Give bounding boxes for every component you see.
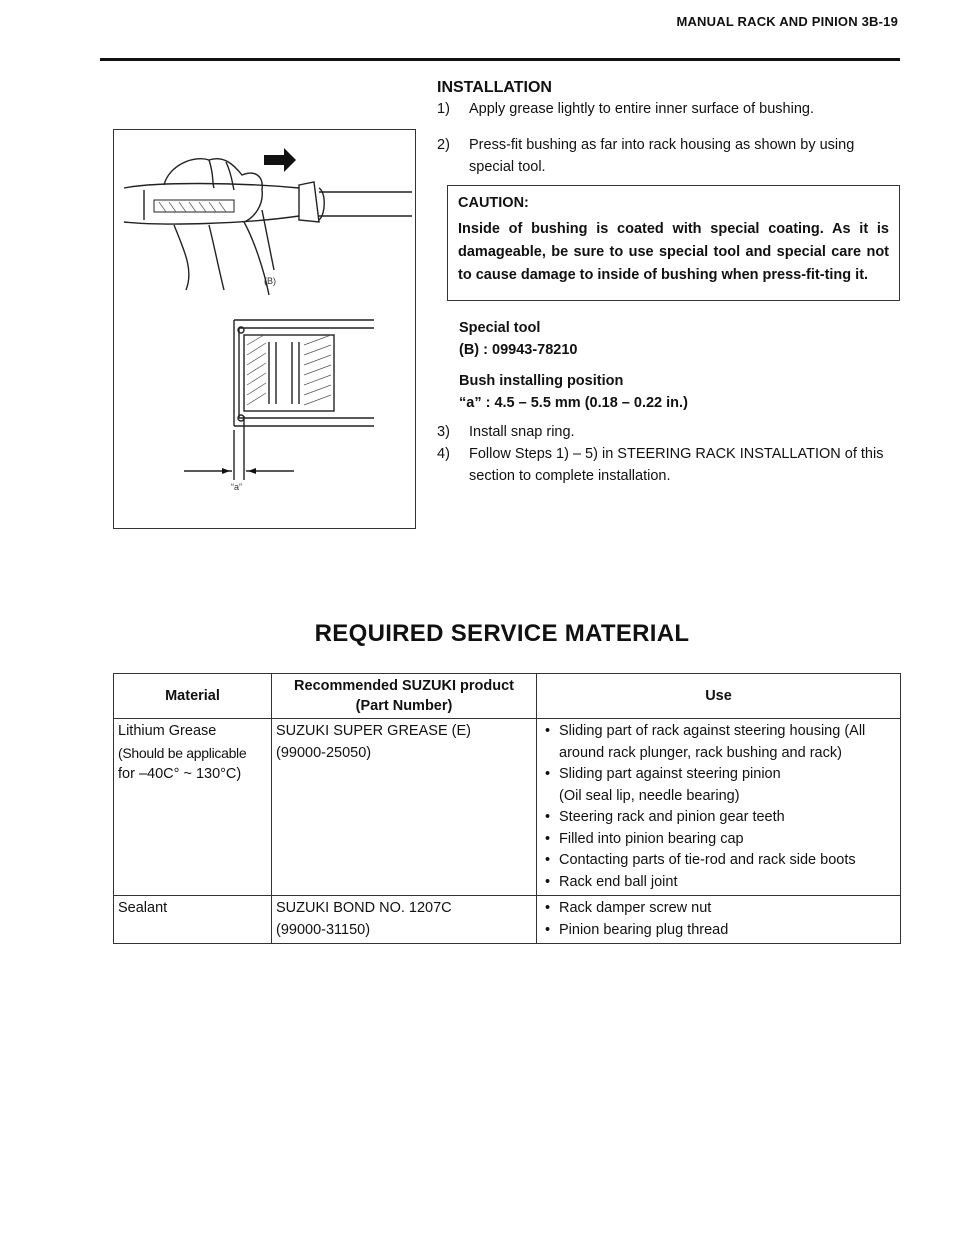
figure-label-a: “a”: [231, 482, 242, 492]
caution-title: CAUTION:: [458, 195, 529, 211]
bullet-icon: •: [545, 873, 551, 890]
header-product: [272, 674, 537, 719]
table-row: [114, 896, 901, 944]
bullet-icon: •: [545, 921, 551, 938]
bush-position-label: Bush installing position: [459, 373, 624, 389]
use-cell: [537, 719, 901, 896]
product-line: SUZUKI SUPER GREASE (E): [276, 723, 471, 739]
use-item-continued: around rack plunger, rack bushing and rack): [559, 744, 842, 761]
caution-box: [447, 185, 900, 301]
bushing-press-fit-illustration: [114, 130, 415, 528]
service-material-table: [113, 673, 901, 944]
product-line: SUZUKI BOND NO. 1207C: [276, 900, 452, 916]
bullet-icon: •: [545, 830, 551, 847]
installation-step-3: [437, 421, 902, 443]
step-text: Press-fit bushing as far into rack housing as shown by using special tool.: [469, 137, 855, 175]
header-rule: [100, 58, 900, 61]
illustration-frame: [113, 129, 416, 529]
step-number: 4): [437, 446, 450, 462]
bullet-icon: •: [545, 723, 551, 739]
caution-body: Inside of bushing is coated with special coating. As it is damageable, be sure to use special tool and special care not to cause damage to inside of bushing when press-fit-ting it.: [458, 221, 889, 283]
step-number: 2): [437, 137, 450, 153]
special-tool-label: Special tool: [459, 320, 541, 336]
header-product-line1: Recommended SUZUKI product: [294, 678, 514, 694]
use-item: • Sliding part of rack against steering housing (All: [541, 721, 896, 743]
installation-step-1: [437, 98, 902, 120]
header-use: Use: [537, 674, 901, 719]
table-header-row: [114, 674, 901, 719]
header-material: Material: [114, 674, 272, 719]
bush-position-value: “a” : 4.5 – 5.5 mm (0.18 – 0.22 in.): [459, 395, 688, 411]
step-text: Install snap ring.: [469, 424, 575, 440]
use-item: • Pinion bearing plug thread: [541, 920, 896, 942]
step-text: Apply grease lightly to entire inner surface of bushing.: [469, 101, 814, 117]
installation-step-2: [437, 134, 902, 178]
product-line: (99000-25050): [276, 744, 372, 761]
use-item: • Steering rack and pinion gear teeth: [541, 807, 896, 829]
product-line: (99000-31150): [276, 921, 371, 938]
figure-label-b: (B): [264, 276, 276, 286]
use-item: • Rack damper screw nut: [541, 898, 896, 920]
use-item-continued: (Oil seal lip, needle bearing): [559, 787, 740, 804]
use-cell: [537, 896, 901, 944]
material-line: Sealant: [118, 900, 168, 916]
bullet-icon: •: [545, 900, 551, 916]
bullet-icon: •: [545, 852, 551, 868]
bullet-icon: •: [545, 766, 551, 782]
product-cell: [272, 896, 537, 944]
installation-heading: INSTALLATION: [437, 79, 552, 96]
material-line: for –40C° ~ 130°C): [118, 766, 242, 782]
required-service-material-heading: REQUIRED SERVICE MATERIAL: [314, 620, 690, 647]
installation-step-4: [437, 443, 902, 487]
material-line: Lithium Grease: [118, 723, 217, 739]
step-number: 3): [437, 424, 450, 440]
material-cell: [114, 719, 272, 896]
special-tool-block: [459, 317, 578, 361]
step-text: Follow Steps 1) – 5) in STEERING RACK INSTALLATION of this section to complete installation.: [469, 446, 884, 484]
direction-arrow-icon: [264, 148, 296, 172]
use-item: • Contacting parts of tie-rod and rack side boots: [541, 850, 896, 872]
bush-position-block: [459, 370, 688, 414]
header-product-line2: (Part Number): [355, 698, 453, 714]
use-item: • Filled into pinion bearing cap: [541, 829, 896, 851]
use-item: • Rack end ball joint: [541, 872, 896, 894]
bullet-icon: •: [545, 809, 551, 825]
page-header-title: MANUAL RACK AND PINION 3B-19: [676, 14, 898, 29]
material-line: (Should be applicable: [118, 744, 247, 761]
step-number: 1): [437, 101, 450, 117]
product-cell: [272, 719, 537, 896]
table-row: [114, 719, 901, 896]
material-cell: [114, 896, 272, 944]
use-item: • Sliding part against steering pinion: [541, 764, 896, 786]
special-tool-value: (B) : 09943-78210: [459, 342, 578, 358]
